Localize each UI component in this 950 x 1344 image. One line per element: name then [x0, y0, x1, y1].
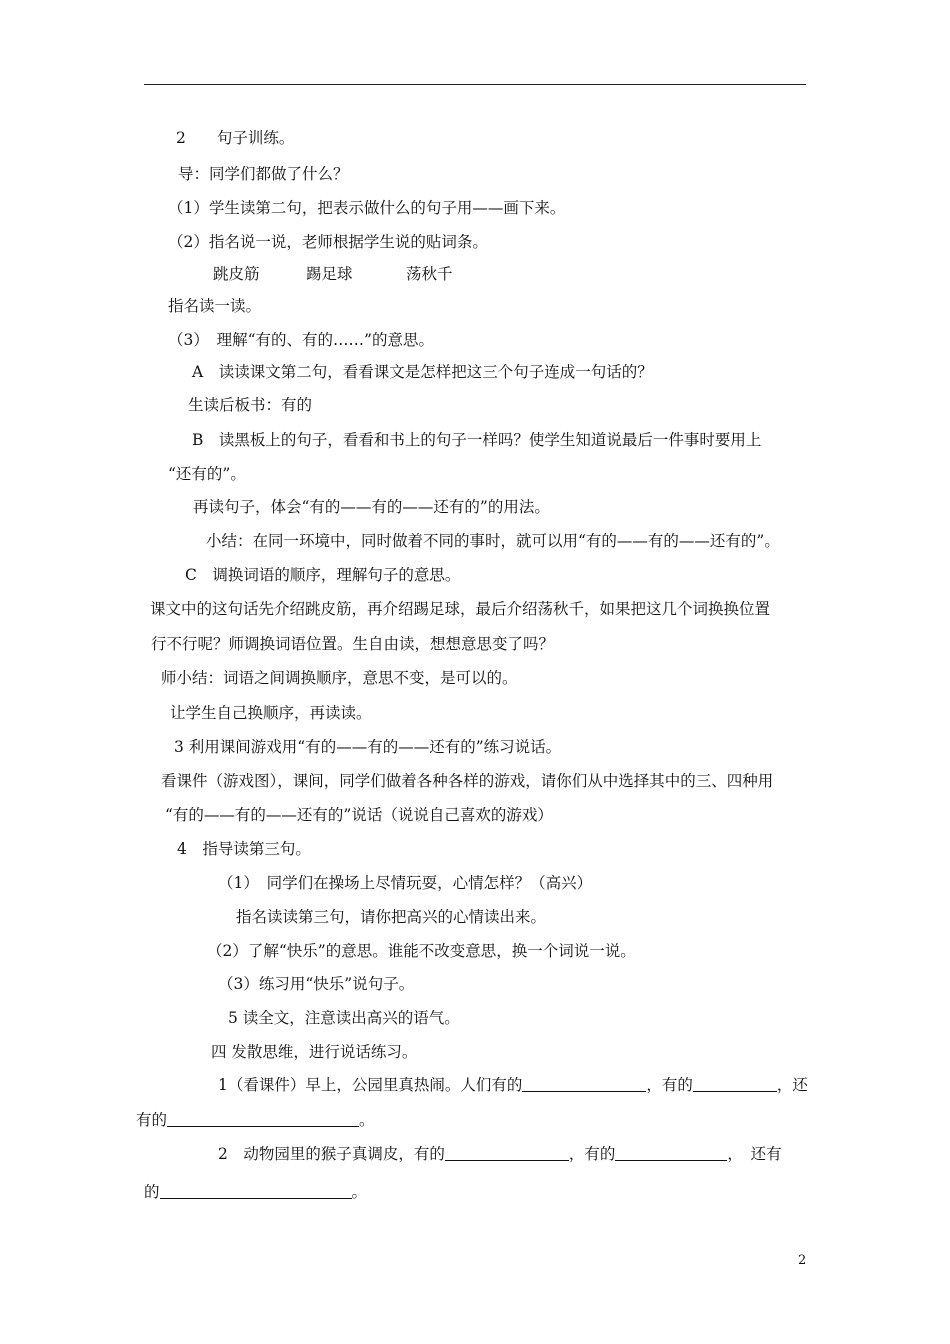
- page-number: 2: [798, 1253, 807, 1268]
- text-line: 师小结：词语之间调换顺序，意思不变，是可以的。: [161, 669, 518, 687]
- text-line: 再读句子，体会“有的——有的——还有的”的用法。: [193, 498, 550, 516]
- exercise-1-text: 。: [359, 1111, 375, 1129]
- text-line: 小结：在同一环境中，同时做着不同的事时，就可以用“有的——有的——还有的”。: [206, 532, 780, 550]
- exercise-2-text: 的: [144, 1183, 160, 1201]
- word-card: 荡秋千: [406, 265, 453, 283]
- text-line: 让学生自己换顺序，再读读。: [170, 704, 372, 722]
- exercise-1-text: 1（看课件）早上，公园里真热闹。人们有的: [218, 1076, 523, 1094]
- exercise-1-text: ，还: [776, 1076, 808, 1094]
- text-line: “还有的”。: [168, 465, 246, 483]
- header-rule: [144, 84, 806, 85]
- text-line: A 读读课文第二句，看看课文是怎样把这三个句子连成一句话的？: [192, 363, 653, 381]
- text-line: 看课件（游戏图），课间，同学们做着各种各样的游戏，请你们从中选择其中的三、四种用: [161, 772, 774, 790]
- exercise-2-line: [144, 1182, 367, 1202]
- text-line: （2）了解“快乐”的意思。谁能不改变意思，换一个词说一说。: [207, 942, 636, 960]
- text-line: 行不行呢？师调换词语位置。生自由读，想想意思变了吗？: [151, 635, 555, 653]
- exercise-2-blank[interactable]: [615, 1145, 727, 1161]
- text-line: 5 读全文，注意读出高兴的语气。: [228, 1009, 460, 1027]
- heading-sentence-training: 2 句子训练。: [176, 129, 295, 147]
- text-line: B 读黑板上的句子，看看和书上的句子一样吗？使学生知道说最后一件事时要用上: [192, 431, 762, 449]
- exercise-2-blank[interactable]: [160, 1183, 352, 1199]
- exercise-2-line: [218, 1144, 782, 1164]
- exercise-1-blank[interactable]: [693, 1076, 777, 1092]
- exercise-1-text: 有的: [136, 1111, 168, 1129]
- text-line: 指名读一读。: [168, 297, 262, 315]
- exercise-1-text: ，有的: [646, 1076, 693, 1094]
- text-line: 3 利用课间游戏用“有的——有的——还有的”练习说话。: [174, 738, 562, 756]
- text-line: （3） 理解“有的、有的……”的意思。: [168, 331, 434, 349]
- word-card: 跳皮筋: [213, 265, 260, 283]
- text-line: 导：同学们都做了什么？: [178, 165, 349, 183]
- text-line: C 调换词语的顺序，理解句子的意思。: [185, 566, 461, 584]
- text-line: （1） 同学们在操场上尽情玩耍，心情怎样？（高兴）: [218, 874, 593, 892]
- exercise-1-blank[interactable]: [522, 1076, 646, 1092]
- text-line: （3）练习用“快乐”说句子。: [218, 975, 415, 993]
- exercise-2-blank[interactable]: [445, 1145, 569, 1161]
- text-line: 生读后板书：有的: [188, 396, 313, 414]
- text-line: 4 指导读第三句。: [177, 840, 311, 858]
- exercise-2-text: ，有的: [568, 1145, 616, 1163]
- text-line: 四 发散思维，进行说话练习。: [211, 1043, 418, 1061]
- exercise-2-text: ， 还有: [727, 1145, 782, 1163]
- exercise-1-blank[interactable]: [167, 1111, 359, 1127]
- text-line: “有的——有的——还有的”说话（说说自己喜欢的游戏）: [165, 806, 553, 824]
- text-line: 课文中的这句话先介绍跳皮筋，再介绍踢足球，最后介绍荡秋千，如果把这几个词换换位置: [150, 600, 771, 618]
- exercise-2-text: 。: [351, 1183, 368, 1201]
- word-card: 踢足球: [306, 265, 353, 283]
- exercise-1-line: [136, 1110, 375, 1130]
- exercise-1-line: [218, 1075, 808, 1095]
- text-line: （1）学生读第二句，把表示做什么的句子用——画下来。: [168, 199, 566, 217]
- text-line: 指名读读第三句，请你把高兴的心情读出来。: [236, 908, 547, 926]
- exercise-2-text: 2 动物园里的猴子真调皮，有的: [218, 1145, 445, 1163]
- text-line: （2）指名说一说，老师根据学生说的贴词条。: [168, 233, 488, 251]
